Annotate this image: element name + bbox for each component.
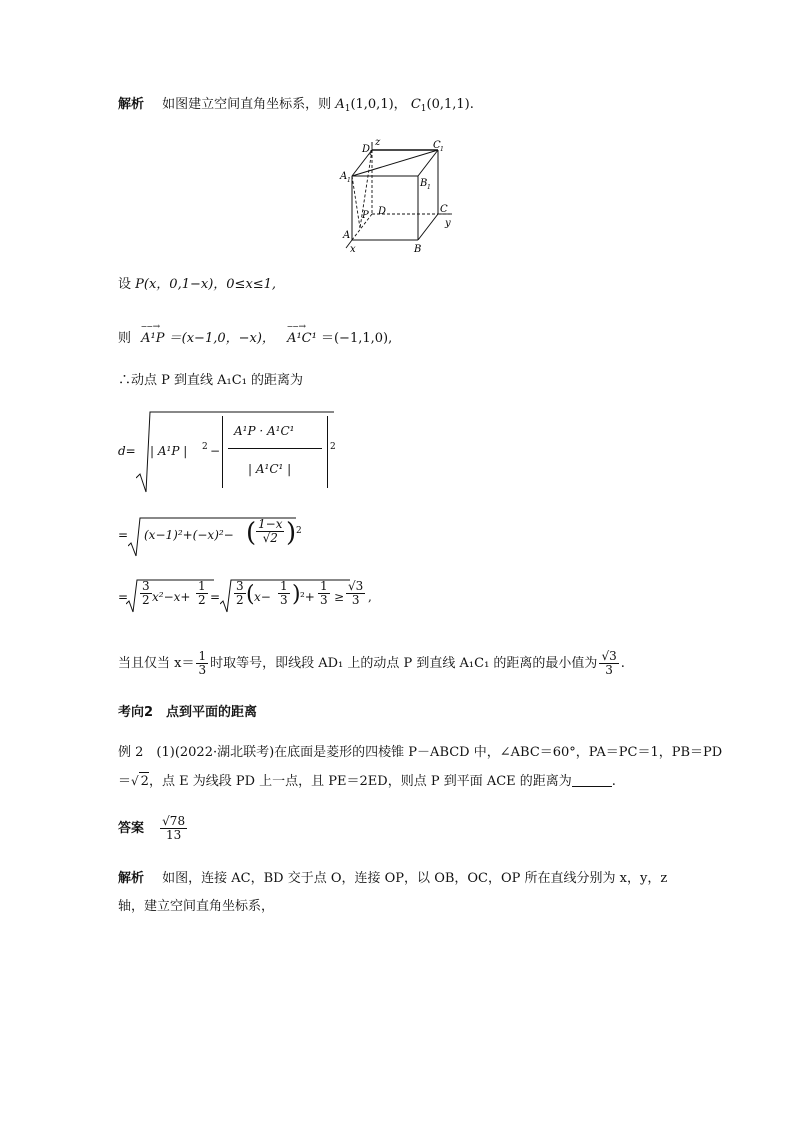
step3-a-den: 2 bbox=[142, 593, 150, 607]
step3-c-den: 2 bbox=[236, 593, 244, 607]
outer-sq: 2 bbox=[330, 442, 336, 452]
vectors-line bbox=[118, 324, 392, 348]
conclusion-x-frac bbox=[196, 650, 208, 677]
label-b: B bbox=[414, 244, 422, 255]
conclusion-min-frac bbox=[599, 650, 618, 677]
step2 bbox=[118, 516, 318, 556]
step2-frac-num: 1−x bbox=[258, 517, 283, 531]
step3-a-rest: x²−x+ bbox=[152, 590, 191, 604]
vector-a1p: ‒‒→ A¹P bbox=[141, 324, 164, 348]
cube-figure bbox=[338, 136, 460, 256]
example2-line1: 例 2 (1)(2022·湖北联考)在底面是菱形的四棱锥 P－ABCD 中，∠ABC＝60°，PA＝PC＝1，PB＝PD bbox=[118, 745, 723, 760]
step3-f-num: √3 bbox=[348, 579, 364, 593]
label-a: A bbox=[343, 230, 351, 241]
label-d: D bbox=[378, 206, 387, 217]
vector-a1c1-value: ＝(−1,1,0), bbox=[320, 331, 393, 346]
step3-rparen: ) bbox=[292, 582, 301, 607]
vectors-prefix: 则 bbox=[118, 331, 132, 346]
step2-frac-den: √2 bbox=[262, 531, 278, 545]
analysis-label: 解析 bbox=[118, 97, 145, 112]
set-p-line bbox=[118, 276, 276, 294]
step3-c-rest: ²+ bbox=[300, 590, 315, 604]
frac-bar bbox=[228, 448, 322, 449]
abs-sq: 2 bbox=[202, 442, 208, 452]
answer-blank bbox=[572, 774, 612, 787]
sqrt-symbol: √ bbox=[131, 774, 139, 788]
frac-den-abs: | A¹C¹ | bbox=[248, 462, 292, 476]
step2-sq: 2 bbox=[296, 526, 302, 536]
vector-a1c1: ‒‒→ A¹C¹ bbox=[287, 324, 317, 348]
step3-e-den: 3 bbox=[320, 593, 328, 607]
step3-d-num: 1 bbox=[280, 579, 288, 593]
answer-den: 13 bbox=[165, 828, 182, 842]
point-a1: A bbox=[335, 97, 345, 112]
analysis-text: 如图建立空间直角坐标系，则 bbox=[162, 97, 332, 112]
conclusion-x-den: 3 bbox=[198, 663, 207, 677]
analysis2-line1 bbox=[118, 870, 667, 888]
label-y: y bbox=[445, 218, 451, 229]
step3-geq: ≥ bbox=[334, 590, 345, 604]
answer-line bbox=[118, 812, 189, 846]
example2-line2 bbox=[118, 772, 616, 791]
answer-num: √78 bbox=[162, 814, 186, 828]
a1-coords: (1,0,1)， bbox=[350, 97, 407, 112]
a1-subscript: 1 bbox=[344, 104, 351, 114]
step3-frac-e bbox=[318, 580, 330, 607]
conclusion-min-num: √3 bbox=[601, 649, 617, 663]
label-d1: D bbox=[362, 144, 371, 155]
analysis2-label: 解析 bbox=[118, 871, 145, 886]
label-x: x bbox=[350, 244, 356, 255]
set-p-expr: P(x，0,1−x)，0≤x≤1, bbox=[135, 277, 277, 292]
step3-c-mid: x− bbox=[254, 590, 271, 604]
step3-frac-a bbox=[140, 580, 152, 607]
analysis1-line bbox=[118, 96, 474, 118]
step3-frac-b bbox=[196, 580, 208, 607]
step2-body: (x−1)²+(−x)²− bbox=[144, 528, 234, 542]
step3-eq: = bbox=[118, 590, 129, 604]
label-d1-sub: 1 bbox=[369, 150, 373, 157]
conclusion-min-den: 3 bbox=[605, 663, 613, 677]
step3-b-den: 2 bbox=[198, 593, 206, 607]
step3-d-den: 3 bbox=[280, 593, 288, 607]
abs-a1p: | A¹P | bbox=[150, 444, 188, 458]
example2-sqrt2: 2 bbox=[140, 774, 149, 789]
step2-rparen: ) bbox=[286, 518, 297, 548]
label-p: P bbox=[362, 210, 369, 221]
step3 bbox=[118, 578, 418, 614]
step3-a-num: 3 bbox=[142, 579, 150, 593]
label-z: z bbox=[375, 137, 381, 148]
example2-line2-end: . bbox=[611, 774, 616, 789]
example2-line2b: ，点 E 为线段 PD 上一点，且 PE＝2ED，则点 P 到平面 ACE 的距离为 bbox=[148, 774, 572, 789]
point-c1: C bbox=[410, 97, 421, 112]
therefore-line: ∴动点 P 到直线 A₁C₁ 的距离为 bbox=[118, 373, 304, 388]
vector-a1p-value: ＝(x−1,0，−x)， bbox=[168, 331, 275, 346]
answer-label: 答案 bbox=[118, 821, 145, 836]
label-c1-sub: 1 bbox=[440, 146, 444, 153]
label-a1: A bbox=[340, 171, 348, 182]
label-c: C bbox=[440, 204, 448, 215]
conclusion-line bbox=[118, 650, 625, 678]
step3-frac-d bbox=[278, 580, 290, 607]
step3-e-num: 1 bbox=[320, 579, 328, 593]
section-title: 考向2 点到平面的距离 bbox=[118, 705, 258, 720]
step2-lparen: ( bbox=[246, 518, 257, 548]
step3-frac-f bbox=[346, 580, 365, 607]
answer-frac bbox=[160, 815, 187, 842]
step3-tail: , bbox=[368, 590, 372, 604]
step3-eq2: = bbox=[210, 590, 221, 604]
frac-num-dot: A¹P · A¹C¹ bbox=[234, 424, 295, 438]
label-c1: C bbox=[433, 140, 441, 151]
conclusion-text1: 当且仅当 x＝ bbox=[118, 656, 195, 671]
step3-b-num: 1 bbox=[198, 579, 206, 593]
step3-f-den: 3 bbox=[351, 593, 360, 607]
c1-coords: (0,1,1). bbox=[426, 97, 474, 112]
label-b1: B bbox=[420, 178, 428, 189]
label-b1-sub: 1 bbox=[427, 184, 431, 191]
set-p-prefix: 设 bbox=[118, 277, 132, 292]
step3-frac-c bbox=[234, 580, 246, 607]
analysis2-line2: 轴，建立空间直角坐标系， bbox=[118, 899, 275, 914]
d-label: d= bbox=[118, 444, 136, 458]
minus-sign: − bbox=[210, 444, 221, 458]
distance-formula bbox=[118, 408, 348, 494]
step3-c-num: 3 bbox=[236, 579, 244, 593]
example2-line2a: ＝ bbox=[118, 774, 132, 789]
step2-eq: = bbox=[118, 528, 129, 542]
conclusion-x-num: 1 bbox=[198, 649, 207, 663]
conclusion-text2: 时取等号，即线段 AD₁ 上的动点 P 到直线 A₁C₁ 的距离的最小值为 bbox=[210, 656, 598, 671]
conclusion-tail: . bbox=[620, 656, 625, 671]
c1-subscript: 1 bbox=[420, 104, 427, 114]
step3-lparen: ( bbox=[246, 582, 255, 607]
analysis2-text1: 如图，连接 AC，BD 交于点 O，连接 OP，以 OB，OC，OP 所在直线分别为 x，y，z bbox=[162, 871, 668, 886]
step2-frac bbox=[256, 518, 284, 545]
label-a1-sub: 1 bbox=[347, 177, 351, 184]
